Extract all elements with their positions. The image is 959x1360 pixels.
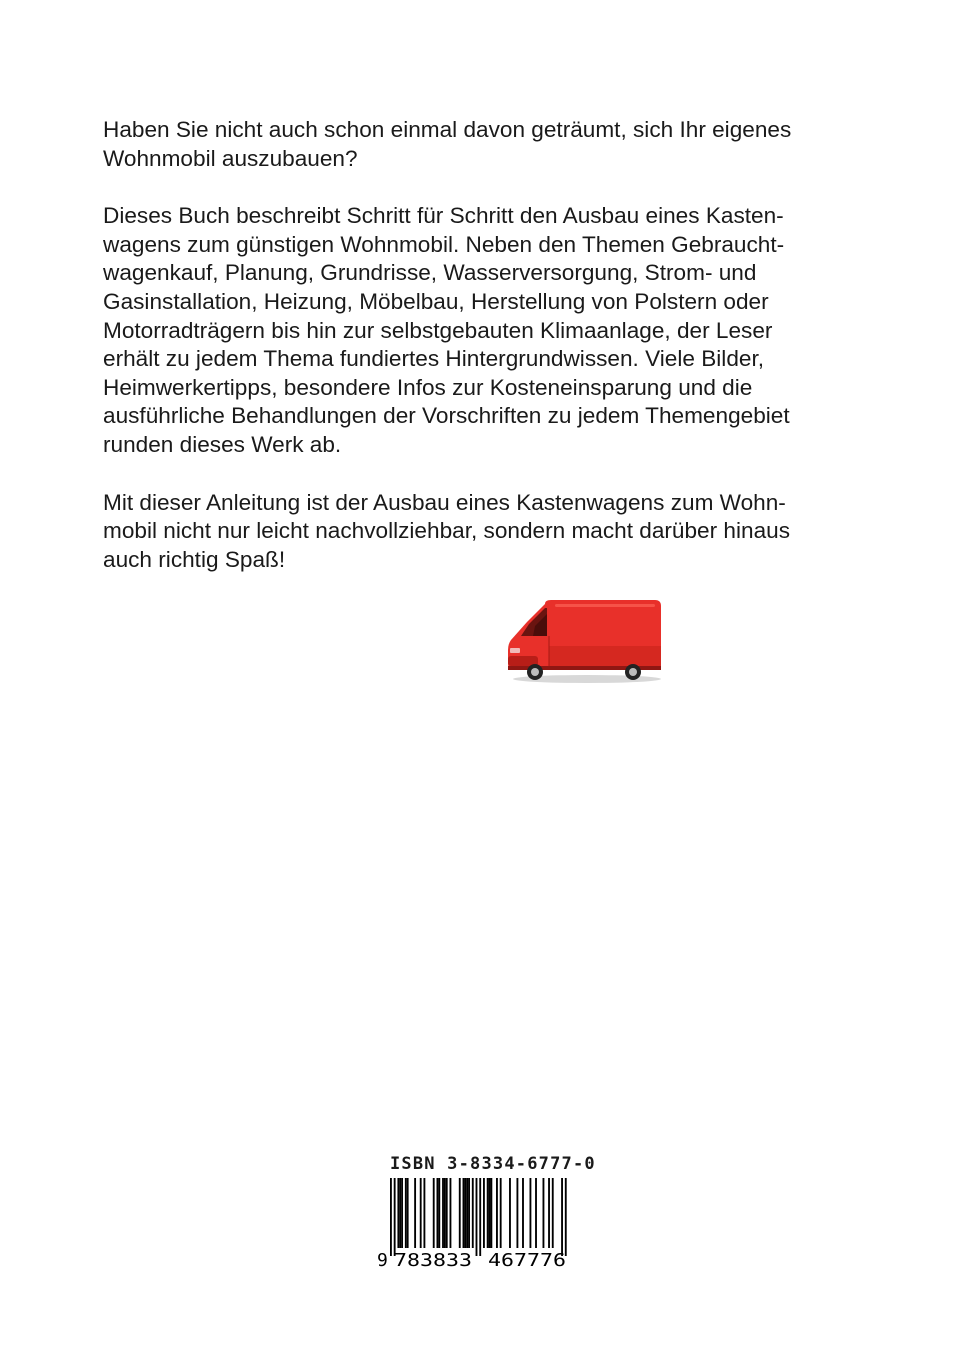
barcode-bar — [479, 1178, 481, 1256]
barcode-bar — [522, 1178, 524, 1248]
barcode-bar — [463, 1178, 465, 1248]
barcode-bar — [437, 1178, 439, 1248]
paragraph-closing — [103, 489, 873, 575]
text-line: auch richtig Spaß! — [103, 546, 286, 572]
barcode-bar — [407, 1178, 409, 1248]
text-line: runden dieses Werk ab. — [103, 431, 342, 457]
paragraph-intro — [103, 116, 873, 173]
text-line: Gasinstallation, Heizung, Möbelbau, Herstellung von Polstern oder — [103, 288, 769, 314]
barcode-bar — [509, 1178, 511, 1248]
text-line: mobil nicht nur leicht nachvollziehbar, sondern macht darüber hinaus — [103, 518, 790, 544]
barcode-bar — [543, 1178, 545, 1248]
barcode-bar — [438, 1178, 440, 1248]
barcode-bar — [535, 1178, 537, 1248]
barcode-bar — [459, 1178, 461, 1248]
barcode-bar — [487, 1178, 489, 1248]
barcode-bar — [444, 1178, 446, 1248]
barcode-bar — [420, 1178, 422, 1248]
barcode-bar — [468, 1178, 470, 1248]
isbn-barcode-block — [376, 1150, 596, 1270]
barcode-bar — [401, 1178, 403, 1248]
barcode-bar — [483, 1178, 485, 1248]
text-line: wagenkauf, Planung, Grundrisse, Wasserversorgung, Strom- und — [103, 260, 757, 286]
barcode-bar — [516, 1178, 518, 1248]
ean-right-digits: 467776 — [488, 1250, 566, 1270]
ean-left-digits: 783833 — [394, 1250, 472, 1270]
barcode-bar — [530, 1178, 532, 1248]
barcode-bar — [496, 1178, 498, 1248]
barcode-bar — [423, 1178, 425, 1248]
barcode-bar — [476, 1178, 478, 1256]
barcode-bar — [565, 1178, 567, 1256]
barcode-bar — [399, 1178, 401, 1248]
barcode-bar — [397, 1178, 399, 1248]
barcode-bar — [472, 1178, 474, 1248]
barcode-bar — [490, 1178, 492, 1248]
barcode-bar — [442, 1178, 444, 1248]
ean-barcode — [376, 1178, 586, 1270]
barcode-bar — [450, 1178, 452, 1248]
barcode-bar — [561, 1178, 563, 1256]
ean-first-digit: 9 — [377, 1250, 388, 1270]
text-line: Dieses Buch beschreibt Schritt für Schritt den Ausbau eines Kasten- — [103, 203, 784, 229]
text-line: Mit dieser Anleitung ist der Ausbau eines Kastenwagens zum Wohn- — [103, 489, 786, 515]
description-text — [103, 116, 873, 574]
barcode-bar — [500, 1178, 502, 1248]
text-line: erhält zu jedem Thema fundiertes Hintergrundwissen. Viele Bilder, — [103, 346, 765, 372]
barcode-bar — [433, 1178, 435, 1248]
barcode-bar — [464, 1178, 466, 1248]
barcode-bar — [414, 1178, 416, 1248]
text-line: Heimwerkertipps, besondere Infos zur Kosteneinsparung und die — [103, 374, 753, 400]
barcode-bar — [446, 1178, 448, 1248]
text-line: Haben Sie nicht auch schon einmal davon geträumt, sich Ihr eigenes — [103, 117, 792, 142]
text-line: Motorradträgern bis hin zur selbstgebauten Klimaanlage, der Leser — [103, 317, 773, 343]
text-line: ausführliche Behandlungen der Vorschriften zu jedem Themengebiet — [103, 403, 790, 429]
barcode-bar — [390, 1178, 392, 1256]
red-van-image — [505, 596, 665, 686]
barcode-bar — [466, 1178, 468, 1248]
barcode-bar — [405, 1178, 407, 1248]
barcode-bar — [548, 1178, 550, 1248]
barcode-bar — [489, 1178, 491, 1248]
text-line: wagens zum günstigen Wohnmobil. Neben den Themen Gebraucht- — [103, 231, 785, 257]
barcode-bar — [552, 1178, 554, 1248]
paragraph-topics — [103, 202, 873, 459]
barcode-bar — [394, 1178, 396, 1256]
isbn-label: ISBN 3-8334-6777-0 — [390, 1154, 596, 1174]
text-line: Wohnmobil auszubauen? — [103, 145, 358, 171]
